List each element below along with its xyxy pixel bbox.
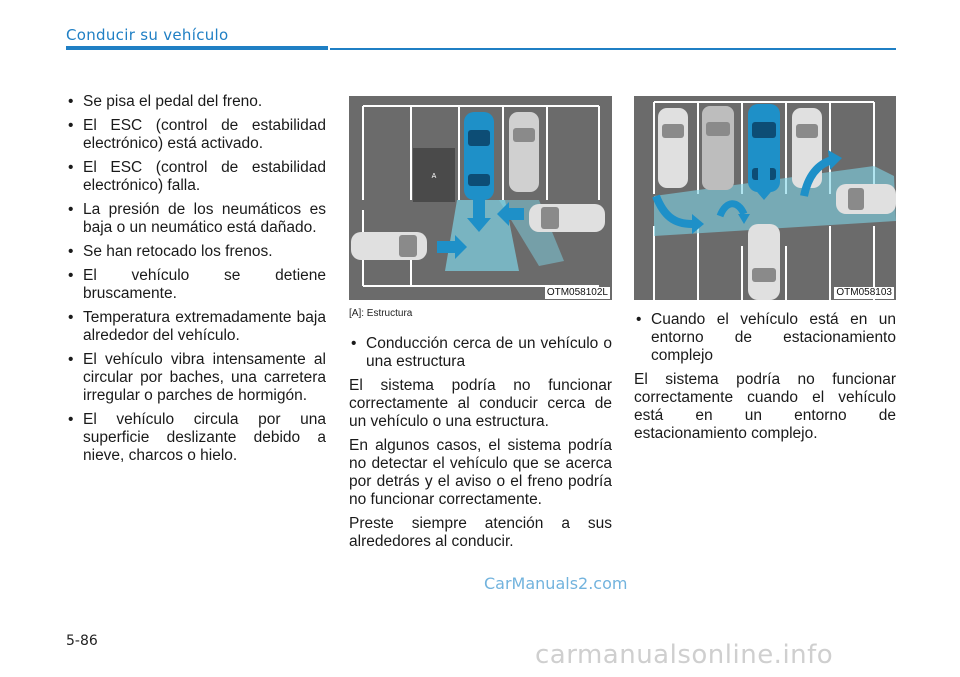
paragraph: Preste siempre atención a sus alrededores al conducir. [349,515,612,550]
parked-vehicle [509,112,539,192]
paragraph: En algunos casos, el sistema podría no detectar el vehículo que se acerca por detrás y el aviso o el freno podría no funcionar correctamente. [349,437,612,508]
list-item: • Cuando el vehículo está en un entorno de estacionamiento complejo [634,311,896,365]
approaching-vehicle-right [529,204,605,232]
structure-label: A [431,173,437,180]
list-item: • Se han retocado los frenos. [66,243,326,261]
list-item: • El ESC (control de estabilidad electrónico) falla. [66,159,326,195]
approaching-vehicle-left [351,232,427,260]
parked-vehicle [702,106,734,190]
complex-parking-diagram [634,96,896,300]
middle-list [349,335,612,371]
middle-column [349,335,612,557]
conditions-list [66,93,326,465]
figure-code: OTM058103 [836,287,892,298]
list-item: • Temperatura extremadamente baja alrededor del vehículo. [66,309,326,345]
list-item: • La presión de los neumáticos es baja o un neumático está dañado. [66,201,326,237]
figure-code: OTM058102L [546,287,608,298]
paragraph: El sistema podría no funcionar correctamente cuando el vehículo está en un entorno de estacionamiento complejo. [634,371,896,442]
header-rule-thick [66,46,328,50]
right-list [634,311,896,365]
right-column [634,311,896,449]
header-rule-thin [330,48,896,50]
left-column [66,93,326,471]
list-item: • Se pisa el pedal del freno. [66,93,326,111]
figure-complex-parking-illustration [634,96,896,300]
list-item: • El vehículo circula por una superficie deslizante debido a nieve, charcos o hielo. [66,411,326,465]
section-title: Conducir su vehículo [66,26,229,44]
list-item: • El ESC (control de estabilidad electrónico) está activado. [66,117,326,153]
site-watermark: carmanualsonline.info [535,640,834,670]
list-item: • Conducción cerca de un vehículo o una estructura [349,335,612,371]
parked-vehicle [658,108,688,188]
parking-structure-diagram [349,96,612,300]
host-vehicle [464,112,494,200]
parked-vehicle-bottom [748,224,780,300]
list-item: • El vehículo vibra intensamente al circular por baches, una carretera irregular o parches de hormigón. [66,351,326,405]
figure-caption: [A]: Estructura [349,308,413,319]
approaching-vehicle-right [836,184,896,214]
watermark-link[interactable]: CarManuals2.com [484,574,628,593]
paragraph: El sistema podría no funcionar correctamente al conducir cerca de un vehículo o una estructura. [349,377,612,430]
figure-structure-illustration [349,96,612,300]
page-number: 5-86 [66,633,98,649]
list-item: • El vehículo se detiene bruscamente. [66,267,326,303]
